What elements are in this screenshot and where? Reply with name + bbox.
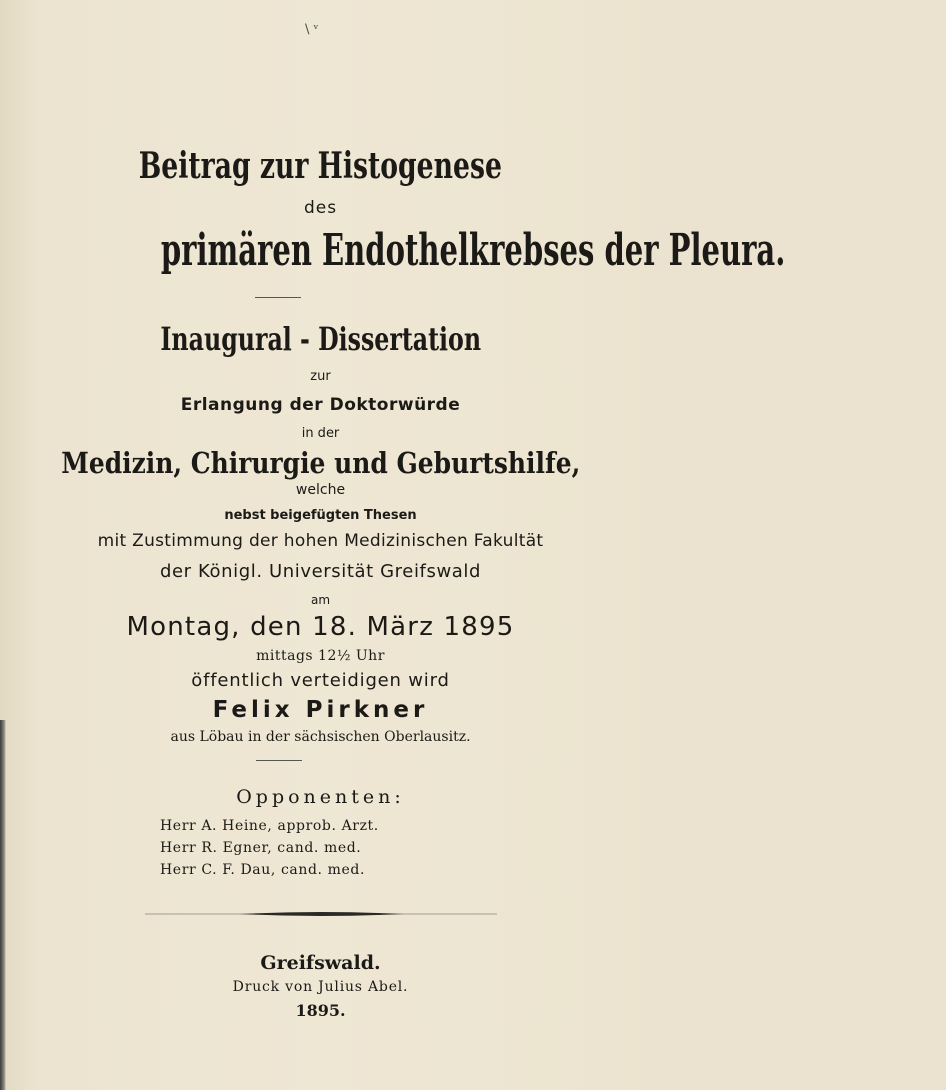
text-theses: nebst beigefügten Thesen <box>224 508 417 523</box>
text-am: am <box>310 593 331 607</box>
text-defended: öffentlich verteidigen wird <box>191 670 450 691</box>
book-spine-edge <box>0 720 6 1090</box>
ornamental-rule <box>145 911 497 917</box>
opponent-1: Herr A. Heine, approb. Arzt. <box>160 818 379 834</box>
title-line-3 <box>0 225 786 276</box>
defense-time: mittags 12½ Uhr <box>256 648 385 664</box>
faculty-fields-text: Medizin, Chirurgie und Geburtshilfe, <box>60 446 581 480</box>
imprint-year: 1895. <box>295 1001 346 1020</box>
opponent-3: Herr C. F. Dau, cand. med. <box>160 862 366 878</box>
title-line-1 <box>0 145 641 187</box>
imprint-city: Greifswald. <box>260 952 381 974</box>
text-welche: welche <box>295 482 346 498</box>
author-name: Felix Pirkner <box>212 697 429 723</box>
opponents-heading: Opponenten: <box>236 786 405 808</box>
defense-date: Montag, den 18. März 1895 <box>126 612 515 642</box>
faculty-fields <box>0 446 641 480</box>
divider-rule-1 <box>255 297 301 298</box>
text-purpose: Erlangung der Doktorwürde <box>180 395 461 415</box>
dissertation-heading-text: Inaugural - Dissertation <box>160 320 481 358</box>
title-line-1-text: Beitrag zur Histogenese <box>138 145 503 187</box>
opponent-2: Herr R. Egner, cand. med. <box>160 840 362 856</box>
text-consent: mit Zustimmung der hohen Medizinischen Fakultät <box>97 531 544 551</box>
text-in-der: in der <box>301 426 340 441</box>
dissertation-heading <box>0 320 641 358</box>
title-line-2: des <box>303 198 338 218</box>
author-origin: aus Löbau in der sächsischen Oberlausitz. <box>170 729 471 745</box>
divider-rule-2 <box>256 760 302 761</box>
top-mark: \ ᵛ <box>305 22 319 37</box>
title-line-3-text: primären Endothelkrebses der Pleura. <box>160 225 786 276</box>
text-university: der Königl. Universität Greifswald <box>159 561 482 582</box>
text-zur: zur <box>310 369 331 384</box>
imprint-printer: Druck von Julius Abel. <box>232 979 409 995</box>
